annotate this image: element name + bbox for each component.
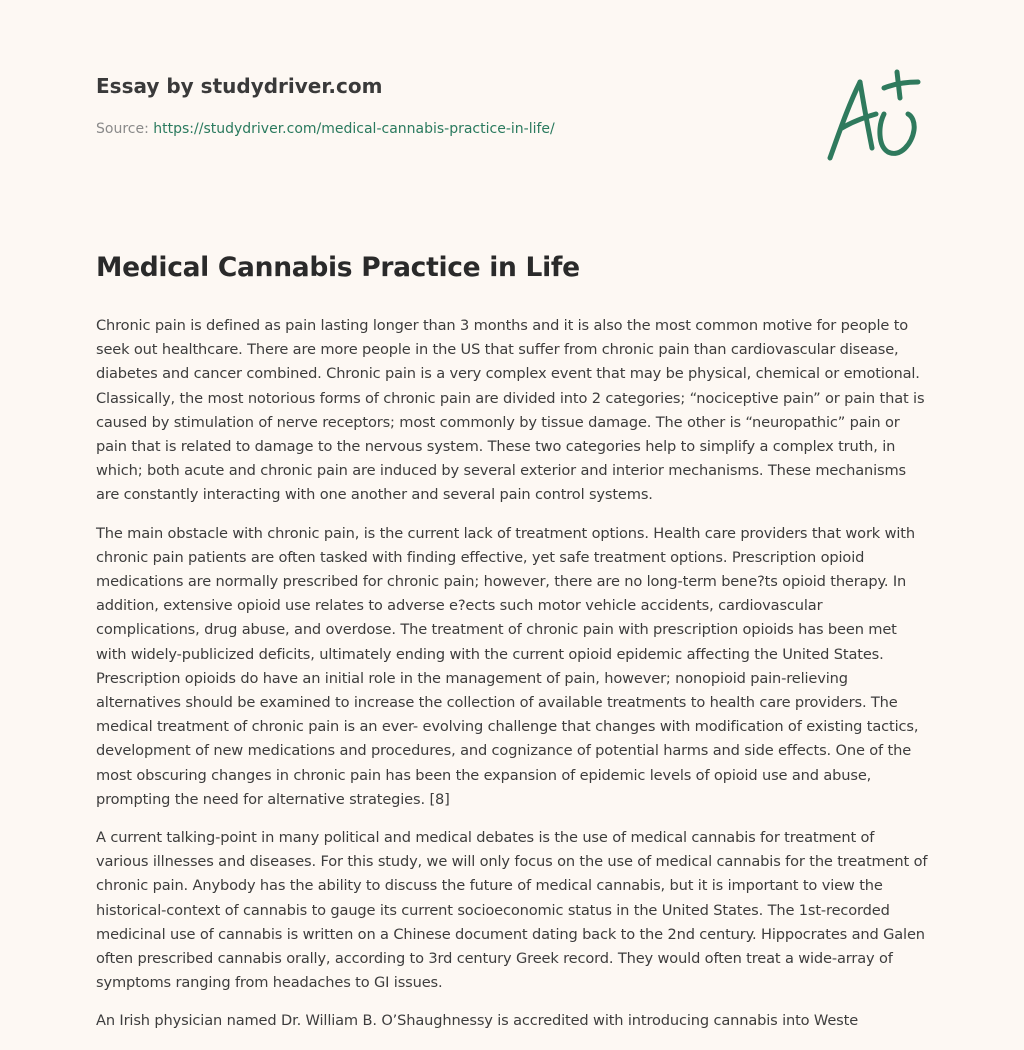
a-plus-logo-icon [820,66,930,166]
paragraph: An Irish physician named Dr. William B. O’Shaughnessy is accredited with introducing cannabis into Weste [96,1012,859,1030]
source-label: Source: [96,121,154,137]
essay-body [96,314,928,1048]
source-line [96,121,796,137]
paragraph: Chronic pain is defined as pain lasting longer than 3 months and it is also the most common motive for people to seek out healthcare. There are more people in the US that suffer from chronic pain than cardiovascular disease, diabetes and cancer combined. Chronic pain is a very complex event that may be physical, chemical or emotional. Classically, the most notorious forms of chronic pain are divided into 2 categories; “nociceptive pain” or pain that is caused by stimulation of nerve receptors; most commonly by tissue damage. The other is “neuropathic” pain or pain that is related to damage to the nervous system. These two categories help to simplify a complex truth, in which; both acute and chronic pain are induced by several exterior and interior mechanisms. These mechanisms are constantly interacting with one another and several pain control systems. [96,317,925,504]
site-title: Essay by studydriver.com [96,74,383,98]
essay-header [96,74,796,137]
paragraph: A current talking-point in many political and medical debates is the use of medical cannabis for treatment of various illnesses and diseases. For this study, we will only focus on the use of medical cannabis for the treatment of chronic pain. Anybody has the ability to discuss the future of medical cannabis, but it is important to view the historical-context of cannabis to gauge its current socioeconomic status in the United States. The 1st-recorded medicinal use of cannabis is written on a Chinese document dating back to the 2nd century. Hippocrates and Galen often prescribed cannabis orally, according to 3rd century Greek record. They would often treat a wide-array of symptoms ranging from headaches to GI issues. [96,829,928,992]
paragraph: The main obstacle with chronic pain, is the current lack of treatment options. Health care providers that work with chronic pain patients are often tasked with finding effective, yet safe treatment options. Prescription opioid medications are normally prescribed for chronic pain; however, there are no long-term bene?ts opioid therapy. In addition, extensive opioid use relates to adverse e?ects such motor vehicle accidents, cardiovascular complications, drug abuse, and overdose. The treatment of chronic pain with prescription opioids has been met with widely-publicized deficits, ultimately ending with the current opioid epidemic affecting the United States. Prescription opioids do have an initial role in the management of pain, however; nonopioid pain-relieving alternatives should be examined to increase the collection of available treatments to health care providers. The medical treatment of chronic pain is an ever- evolving challenge that changes with modification of existing tactics, development of new medications and procedures, and cognizance of potential harms and side effects. One of the most obscuring changes in chronic pain has been the expansion of epidemic levels of opioid use and abuse, prompting the need for alternative strategies. [8] [96,524,919,808]
source-link[interactable]: https://studydriver.com/medical-cannabis-practice-in-life/ [153,121,555,137]
essay-title: Medical Cannabis Practice in Life [96,252,580,283]
